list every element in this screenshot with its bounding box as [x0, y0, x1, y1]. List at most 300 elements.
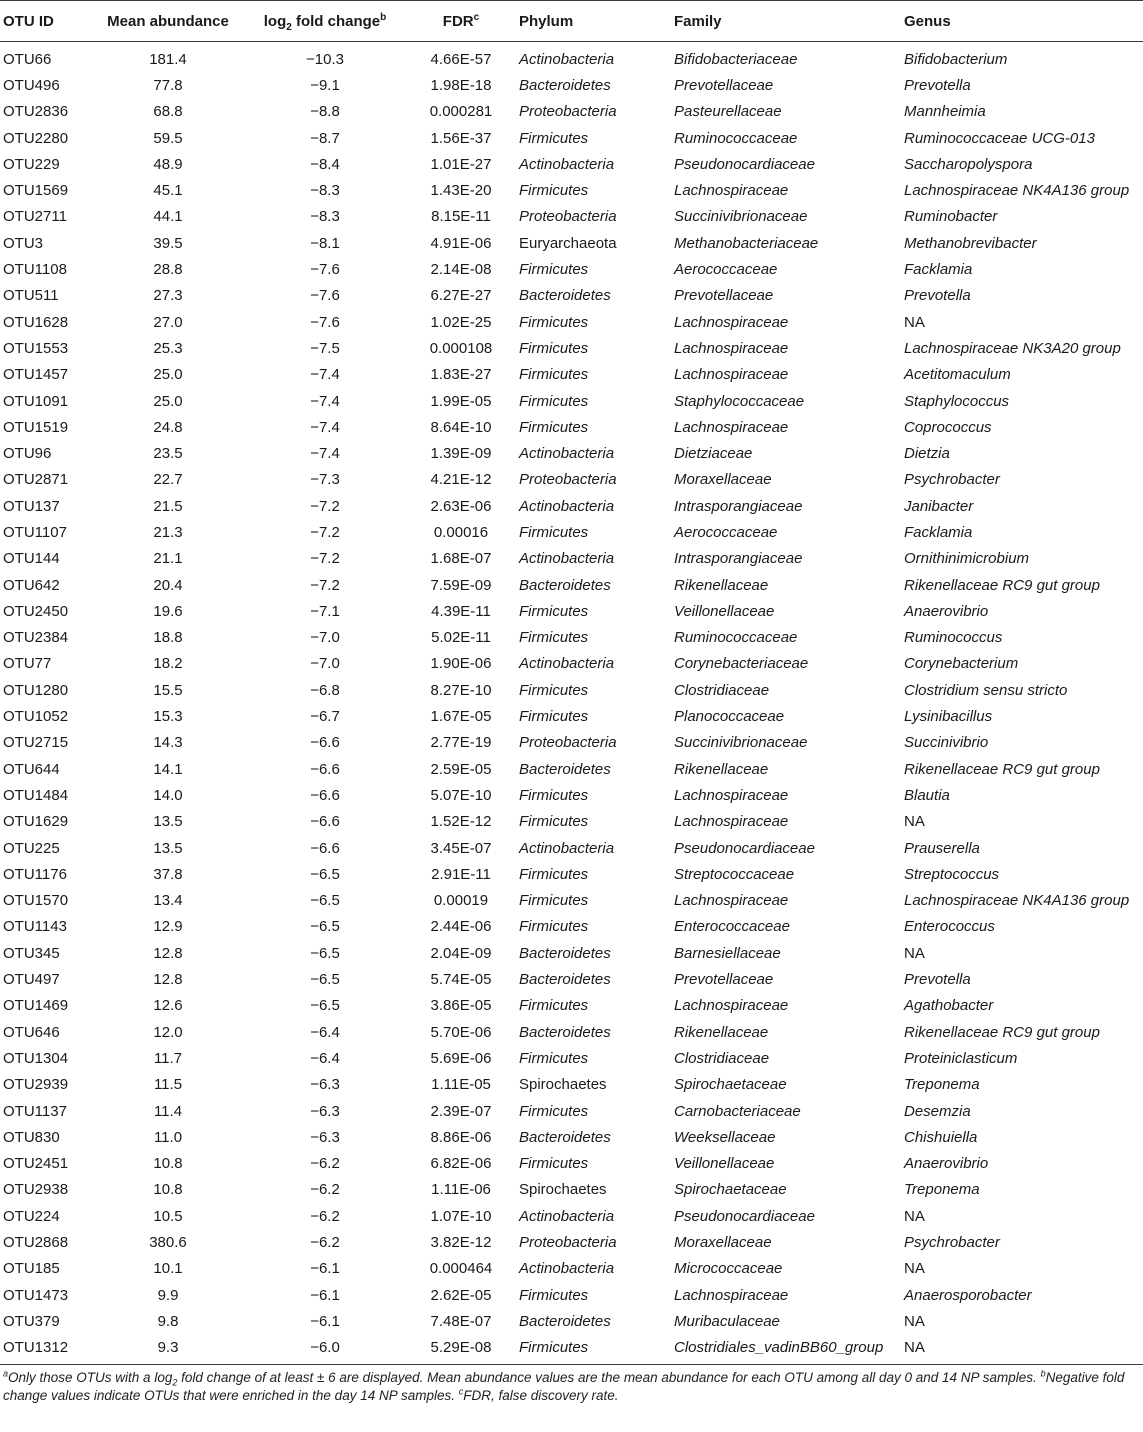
cell-otu-id: OTU66 [3, 50, 52, 68]
cell-log2-fold-change: −6.5 [310, 865, 340, 883]
cell-phylum: Bacteroidetes [519, 1128, 611, 1146]
table-row [0, 1124, 1143, 1150]
cell-family: Succinivibrionaceae [674, 208, 808, 226]
footnote-c-mark: c [458, 1386, 464, 1397]
table-row [0, 1045, 1143, 1071]
cell-genus: Ruminococcus [904, 629, 1003, 647]
cell-fdr: 4.66E-57 [430, 50, 492, 68]
cell-family: Intrasporangiaceae [674, 550, 803, 568]
table-row [0, 1335, 1143, 1365]
cell-fdr: 5.74E-05 [430, 971, 492, 989]
cell-fdr: 0.000108 [429, 339, 493, 357]
footnote-b-mark: b [1040, 1368, 1046, 1379]
cell-otu-id: OTU1143 [3, 918, 67, 936]
cell-mean-abundance: 25.0 [153, 366, 183, 384]
header-genus: Genus [901, 1, 1143, 42]
cell-family: Spirochaetaceae [674, 1181, 787, 1199]
table-row [0, 651, 1143, 677]
cell-otu-id: OTU1519 [3, 418, 69, 436]
header-fdr [406, 1, 516, 42]
cell-genus: Rikenellaceae RC9 gut group [904, 576, 1100, 594]
cell-genus: Clostridium sensu stricto [904, 681, 1068, 699]
table-row [0, 519, 1143, 545]
cell-phylum: Actinobacteria [519, 497, 615, 515]
cell-otu-id: OTU2868 [3, 1234, 69, 1251]
table-row [0, 940, 1143, 966]
table-row [0, 625, 1143, 651]
cell-mean-abundance: 19.6 [153, 602, 183, 620]
header-otu-id: OTU ID [0, 1, 92, 42]
cell-log2-fold-change: −9.1 [310, 76, 340, 94]
table-row [0, 1072, 1143, 1098]
cell-mean-abundance: 15.5 [153, 681, 183, 699]
cell-otu-id: OTU1629 [3, 813, 69, 831]
cell-phylum: Firmicutes [519, 865, 589, 883]
cell-family: Corynebacteriaceae [674, 655, 809, 673]
cell-otu-id: OTU2871 [3, 471, 69, 489]
cell-mean-abundance: 22.7 [153, 471, 183, 489]
cell-log2-fold-change: −6.2 [310, 1181, 340, 1199]
cell-otu-id: OTU1107 [3, 523, 67, 541]
cell-genus: NA [904, 1260, 925, 1278]
table-row [0, 1019, 1143, 1045]
cell-mean-abundance: 45.1 [153, 182, 183, 200]
cell-genus: Rikenellaceae RC9 gut group [904, 1023, 1100, 1041]
cell-phylum: Proteobacteria [519, 103, 617, 121]
cell-phylum: Firmicutes [519, 813, 589, 831]
cell-family: Lachnospiraceae [674, 997, 789, 1015]
cell-family: Spirochaetaceae [674, 1076, 787, 1094]
cell-phylum: Bacteroidetes [519, 76, 611, 94]
cell-otu-id: OTU2711 [3, 208, 67, 226]
cell-family: Clostridiaceae [674, 1049, 770, 1067]
footnote-a-sub: 2 [172, 1377, 178, 1388]
cell-log2-fold-change: −6.2 [310, 1207, 340, 1225]
table-row [0, 414, 1143, 440]
table-row [0, 256, 1143, 282]
cell-mean-abundance: 39.5 [153, 234, 183, 252]
cell-log2-fold-change: −6.8 [310, 681, 340, 699]
cell-fdr: 1.02E-25 [430, 313, 492, 331]
cell-otu-id: OTU96 [3, 445, 52, 463]
cell-family: Methanobacteriaceae [674, 234, 819, 252]
cell-log2-fold-change: −7.3 [310, 471, 340, 489]
cell-phylum: Firmicutes [519, 523, 589, 541]
cell-family: Pseudonocardiaceae [674, 1207, 815, 1225]
cell-family: Muribaculaceae [674, 1312, 780, 1330]
cell-genus: Lachnospiraceae NK4A136 group [904, 182, 1130, 200]
cell-genus: Staphylococcus [904, 392, 1010, 410]
cell-family: Lachnospiraceae [674, 182, 789, 200]
cell-phylum: Bacteroidetes [519, 760, 611, 778]
cell-mean-abundance: 44.1 [153, 208, 183, 226]
cell-genus: Acetitomaculum [904, 366, 1011, 384]
cell-phylum: Actinobacteria [519, 50, 615, 68]
cell-family: Micrococcaceae [674, 1260, 783, 1278]
cell-fdr: 1.11E-06 [431, 1181, 491, 1199]
cell-family: Lachnospiraceae [674, 366, 789, 384]
cell-phylum: Firmicutes [519, 339, 589, 357]
header-mean-abundance: Mean abundance [92, 1, 244, 42]
cell-phylum: Spirochaetes [519, 1181, 607, 1199]
cell-genus: Desemzia [904, 1102, 971, 1120]
cell-genus: NA [904, 813, 925, 831]
cell-otu-id: OTU2451 [3, 1155, 69, 1173]
cell-genus: Mannheimia [904, 103, 986, 121]
cell-otu-id: OTU2450 [3, 602, 69, 620]
footnote-c-text: FDR, false discovery rate. [463, 1387, 619, 1403]
cell-phylum: Proteobacteria [519, 734, 617, 752]
cell-phylum: Firmicutes [519, 997, 589, 1015]
cell-otu-id: OTU229 [3, 155, 60, 173]
cell-phylum: Bacteroidetes [519, 944, 611, 962]
cell-phylum: Firmicutes [519, 182, 589, 200]
cell-phylum: Firmicutes [519, 418, 589, 436]
table-row [0, 546, 1143, 572]
cell-fdr: 2.04E-09 [430, 944, 492, 962]
cell-fdr: 2.44E-06 [430, 918, 492, 936]
cell-log2-fold-change: −10.3 [306, 50, 344, 68]
cell-genus: Dietzia [904, 445, 950, 463]
cell-phylum: Bacteroidetes [519, 287, 611, 305]
cell-fdr: 8.27E-10 [430, 681, 492, 699]
cell-phylum: Firmicutes [519, 629, 589, 647]
cell-genus: NA [901, 1335, 1143, 1365]
cell-phylum: Firmicutes [519, 392, 589, 410]
cell-log2-fold-change: −6.7 [310, 708, 340, 726]
header-log-sub: 2 [286, 21, 292, 33]
cell-otu-id: OTU379 [3, 1312, 60, 1330]
cell-mean-abundance: 9.3 [92, 1335, 244, 1365]
cell-otu-id: OTU642 [3, 576, 60, 594]
cell-genus: Enterococcus [904, 918, 995, 936]
cell-family: Lachnospiraceae [674, 339, 789, 357]
cell-otu-id: OTU1628 [3, 313, 69, 331]
cell-family: Ruminococcaceae [674, 629, 798, 647]
cell-log2-fold-change: −6.0 [244, 1335, 406, 1365]
cell-mean-abundance: 14.3 [153, 734, 183, 752]
cell-mean-abundance: 23.5 [153, 445, 183, 463]
cell-fdr: 5.02E-11 [431, 629, 491, 647]
cell-mean-abundance: 27.0 [153, 313, 183, 331]
cell-family: Pasteurellaceae [674, 103, 782, 121]
cell-fdr: 8.15E-11 [431, 208, 491, 226]
cell-genus: Treponema [904, 1076, 980, 1094]
cell-otu-id: OTU1469 [3, 997, 69, 1015]
cell-phylum: Actinobacteria [519, 1260, 615, 1278]
cell-genus: Saccharopolyspora [904, 155, 1033, 173]
cell-log2-fold-change: −6.6 [310, 760, 340, 778]
cell-phylum: Firmicutes [519, 708, 589, 726]
cell-family: Staphylococcaceae [674, 392, 805, 410]
cell-log2-fold-change: −6.3 [310, 1076, 340, 1094]
cell-phylum: Proteobacteria [519, 208, 617, 226]
cell-log2-fold-change: −6.6 [310, 839, 340, 857]
cell-fdr: 1.68E-07 [430, 550, 492, 568]
cell-fdr: 1.07E-10 [430, 1207, 492, 1225]
cell-genus: Anaerovibrio [904, 602, 989, 620]
cell-fdr: 2.14E-08 [430, 261, 492, 279]
cell-family: Clostridiales_vadinBB60_group [671, 1335, 901, 1365]
cell-phylum: Proteobacteria [519, 471, 617, 489]
cell-phylum: Firmicutes [519, 602, 589, 620]
cell-genus: Prevotella [904, 76, 971, 94]
cell-otu-id: OTU1553 [3, 339, 69, 357]
table-row [0, 1177, 1143, 1203]
cell-family: Lachnospiraceae [674, 892, 789, 910]
cell-log2-fold-change: −7.5 [310, 339, 340, 357]
table-row [0, 1098, 1143, 1124]
cell-otu-id: OTU3 [3, 234, 44, 252]
cell-genus: Prevotella [904, 971, 971, 989]
cell-mean-abundance: 11.7 [153, 1049, 183, 1067]
cell-mean-abundance: 10.5 [153, 1207, 183, 1225]
cell-family: Lachnospiraceae [674, 786, 789, 804]
cell-fdr: 1.56E-37 [430, 129, 492, 147]
cell-phylum: Firmicutes [519, 681, 589, 699]
cell-fdr: 2.39E-07 [430, 1102, 492, 1120]
cell-fdr: 8.64E-10 [430, 418, 492, 436]
cell-mean-abundance: 25.3 [153, 339, 183, 357]
cell-mean-abundance: 20.4 [153, 576, 183, 594]
table-row [0, 467, 1143, 493]
cell-otu-id: OTU77 [3, 655, 52, 673]
cell-fdr: 1.11E-05 [431, 1076, 491, 1094]
table-row [0, 151, 1143, 177]
cell-log2-fold-change: −6.5 [310, 997, 340, 1015]
cell-mean-abundance: 14.1 [153, 760, 183, 778]
table-row [0, 283, 1143, 309]
cell-genus: Streptococcus [904, 865, 1000, 883]
table-row [0, 1256, 1143, 1282]
cell-phylum: Firmicutes [519, 1155, 589, 1173]
cell-otu-id: OTU2939 [3, 1076, 69, 1094]
cell-fdr: 4.91E-06 [430, 234, 492, 252]
cell-fdr: 3.82E-12 [430, 1234, 492, 1251]
cell-fdr: 0.00016 [433, 523, 489, 541]
cell-family: Streptococcaceae [674, 865, 795, 883]
cell-log2-fold-change: −6.4 [310, 1049, 340, 1067]
cell-mean-abundance: 12.9 [153, 918, 183, 936]
cell-log2-fold-change: −6.4 [310, 1023, 340, 1041]
cell-mean-abundance: 11.4 [153, 1102, 183, 1120]
cell-otu-id: OTU1052 [3, 708, 69, 726]
cell-mean-abundance: 68.8 [153, 103, 183, 121]
cell-mean-abundance: 25.0 [153, 392, 183, 410]
cell-fdr: 4.21E-12 [430, 471, 492, 489]
cell-fdr: 4.39E-11 [431, 602, 491, 620]
cell-log2-fold-change: −8.3 [310, 208, 340, 226]
cell-mean-abundance: 59.5 [153, 129, 183, 147]
table-row [0, 1203, 1143, 1229]
cell-mean-abundance: 9.9 [157, 1286, 179, 1304]
footnote-a-text-2: fold change of at least ± 6 are displayed. Mean abundance values are the mean abundance for each OTU among all day 0 and 14 NP samples. [177, 1369, 1041, 1385]
cell-log2-fold-change: −7.4 [310, 445, 340, 463]
table-footnote [0, 1365, 1143, 1405]
cell-genus: Ruminobacter [904, 208, 998, 226]
table-header [0, 1, 1143, 42]
table-row [0, 388, 1143, 414]
cell-mean-abundance: 12.0 [153, 1023, 183, 1041]
cell-phylum: Firmicutes [516, 1335, 671, 1365]
cell-log2-fold-change: −6.6 [310, 786, 340, 804]
cell-log2-fold-change: −7.2 [310, 497, 340, 515]
cell-genus: NA [904, 944, 925, 962]
cell-fdr: 1.83E-27 [430, 366, 492, 384]
cell-mean-abundance: 12.8 [153, 944, 183, 962]
table-row [0, 1150, 1143, 1176]
cell-log2-fold-change: −7.4 [310, 366, 340, 384]
cell-log2-fold-change: −7.6 [310, 287, 340, 305]
table-row [0, 730, 1143, 756]
cell-otu-id: OTU2836 [3, 103, 69, 121]
cell-phylum: Bacteroidetes [519, 576, 611, 594]
cell-otu-id: OTU1108 [3, 261, 67, 279]
cell-phylum: Spirochaetes [519, 1076, 607, 1094]
cell-genus: Facklamia [904, 261, 973, 279]
table-row [0, 756, 1143, 782]
cell-otu-id: OTU137 [3, 497, 60, 515]
cell-fdr: 0.000464 [429, 1260, 493, 1278]
cell-genus: Chishuiella [904, 1128, 978, 1146]
table-row [0, 493, 1143, 519]
cell-log2-fold-change: −6.5 [310, 892, 340, 910]
cell-phylum: Firmicutes [519, 1286, 589, 1304]
cell-fdr: 2.59E-05 [430, 760, 492, 778]
table-row [0, 677, 1143, 703]
cell-family: Lachnospiraceae [674, 813, 789, 831]
table-row [0, 598, 1143, 624]
cell-otu-id: OTU644 [3, 760, 60, 778]
header-fdr-label: FDR [442, 12, 474, 30]
cell-log2-fold-change: −7.2 [310, 550, 340, 568]
cell-mean-abundance: 28.8 [153, 261, 183, 279]
cell-mean-abundance: 21.1 [153, 550, 183, 568]
cell-mean-abundance: 14.0 [153, 786, 183, 804]
cell-fdr: 0.000281 [429, 103, 493, 121]
cell-phylum: Bacteroidetes [519, 1023, 611, 1041]
cell-mean-abundance: 10.1 [153, 1260, 183, 1278]
cell-genus: Coprococcus [904, 418, 992, 436]
cell-family: Moraxellaceae [674, 471, 772, 489]
cell-genus: Lachnospiraceae NK3A20 group [904, 339, 1121, 357]
cell-mean-abundance: 77.8 [153, 76, 183, 94]
cell-mean-abundance: 13.5 [153, 839, 183, 857]
cell-genus: Blautia [904, 786, 950, 804]
cell-family: Bifidobacteriaceae [674, 50, 798, 68]
cell-genus: Treponema [904, 1181, 980, 1199]
cell-fdr: 1.98E-18 [430, 76, 492, 94]
header-log2-fold-change [244, 1, 406, 42]
cell-log2-fold-change: −6.2 [310, 1234, 340, 1251]
cell-fdr: 1.43E-20 [430, 182, 492, 200]
cell-genus: Anaerosporobacter [904, 1286, 1032, 1304]
cell-mean-abundance: 12.6 [153, 997, 183, 1015]
cell-mean-abundance: 27.3 [153, 287, 183, 305]
cell-fdr: 5.07E-10 [430, 786, 492, 804]
table-row [0, 914, 1143, 940]
cell-genus: Anaerovibrio [904, 1155, 989, 1173]
header-fdr-sup: c [473, 11, 480, 23]
cell-otu-id: OTU185 [3, 1260, 60, 1278]
table-row [0, 99, 1143, 125]
cell-log2-fold-change: −7.0 [310, 655, 340, 673]
cell-log2-fold-change: −6.3 [310, 1102, 340, 1120]
cell-mean-abundance: 15.3 [153, 708, 183, 726]
cell-log2-fold-change: −6.1 [310, 1312, 340, 1330]
cell-genus: NA [904, 1207, 925, 1225]
cell-otu-id: OTU2280 [3, 129, 69, 147]
cell-otu-id: OTU224 [3, 1207, 60, 1225]
cell-log2-fold-change: −7.2 [310, 576, 340, 594]
cell-genus: Proteiniclasticum [904, 1049, 1018, 1067]
header-log-prefix: log [263, 12, 287, 30]
cell-family: Veillonellaceae [674, 1155, 775, 1173]
cell-fdr: 1.01E-27 [430, 155, 492, 173]
cell-log2-fold-change: −7.0 [310, 629, 340, 647]
cell-phylum: Actinobacteria [519, 1207, 615, 1225]
cell-fdr: 7.59E-09 [430, 576, 492, 594]
cell-otu-id: OTU2715 [3, 734, 69, 752]
header-family: Family [671, 1, 901, 42]
cell-log2-fold-change: −6.1 [310, 1286, 340, 1304]
cell-otu-id: OTU1484 [3, 786, 69, 804]
table-row [0, 204, 1143, 230]
cell-phylum: Firmicutes [519, 261, 589, 279]
cell-otu-id: OTU1091 [3, 392, 69, 410]
cell-mean-abundance: 181.4 [149, 50, 187, 68]
cell-fdr: 2.63E-06 [430, 497, 492, 515]
cell-log2-fold-change: −8.7 [310, 129, 340, 147]
cell-family: Moraxellaceae [674, 1234, 772, 1251]
header-row [0, 1, 1143, 42]
cell-family: Rikenellaceae [674, 760, 769, 778]
cell-genus: Prevotella [904, 287, 971, 305]
cell-phylum: Bacteroidetes [519, 971, 611, 989]
cell-phylum: Actinobacteria [519, 155, 615, 173]
cell-family: Veillonellaceae [674, 602, 775, 620]
cell-phylum: Firmicutes [519, 366, 589, 384]
cell-phylum: Firmicutes [519, 313, 589, 331]
cell-genus: Lysinibacillus [904, 708, 993, 726]
cell-genus: Facklamia [904, 523, 973, 541]
cell-genus: Methanobrevibacter [904, 234, 1037, 252]
cell-phylum: Firmicutes [519, 1102, 589, 1120]
table-row [0, 888, 1143, 914]
cell-family: Aerococcaceae [674, 523, 778, 541]
cell-mean-abundance: 24.8 [153, 418, 183, 436]
cell-log2-fold-change: −6.5 [310, 944, 340, 962]
cell-phylum: Firmicutes [519, 1049, 589, 1067]
cell-genus: Psychrobacter [904, 1234, 1000, 1251]
cell-otu-id: OTU830 [3, 1128, 60, 1146]
cell-mean-abundance: 48.9 [153, 155, 183, 173]
cell-fdr: 3.45E-07 [430, 839, 492, 857]
cell-otu-id: OTU1570 [3, 892, 69, 910]
footnote-a-mark: a [3, 1368, 9, 1379]
cell-mean-abundance: 10.8 [153, 1181, 183, 1199]
cell-genus: Ornithinimicrobium [904, 550, 1030, 568]
cell-mean-abundance: 11.0 [153, 1128, 183, 1146]
cell-otu-id: OTU2938 [3, 1181, 69, 1199]
cell-log2-fold-change: −7.6 [310, 261, 340, 279]
cell-otu-id: OTU496 [3, 76, 60, 94]
cell-family: Prevotellaceae [674, 76, 774, 94]
cell-genus: Lachnospiraceae NK4A136 group [904, 892, 1130, 910]
cell-log2-fold-change: −6.6 [310, 734, 340, 752]
table-row [0, 809, 1143, 835]
cell-log2-fold-change: −8.4 [310, 155, 340, 173]
